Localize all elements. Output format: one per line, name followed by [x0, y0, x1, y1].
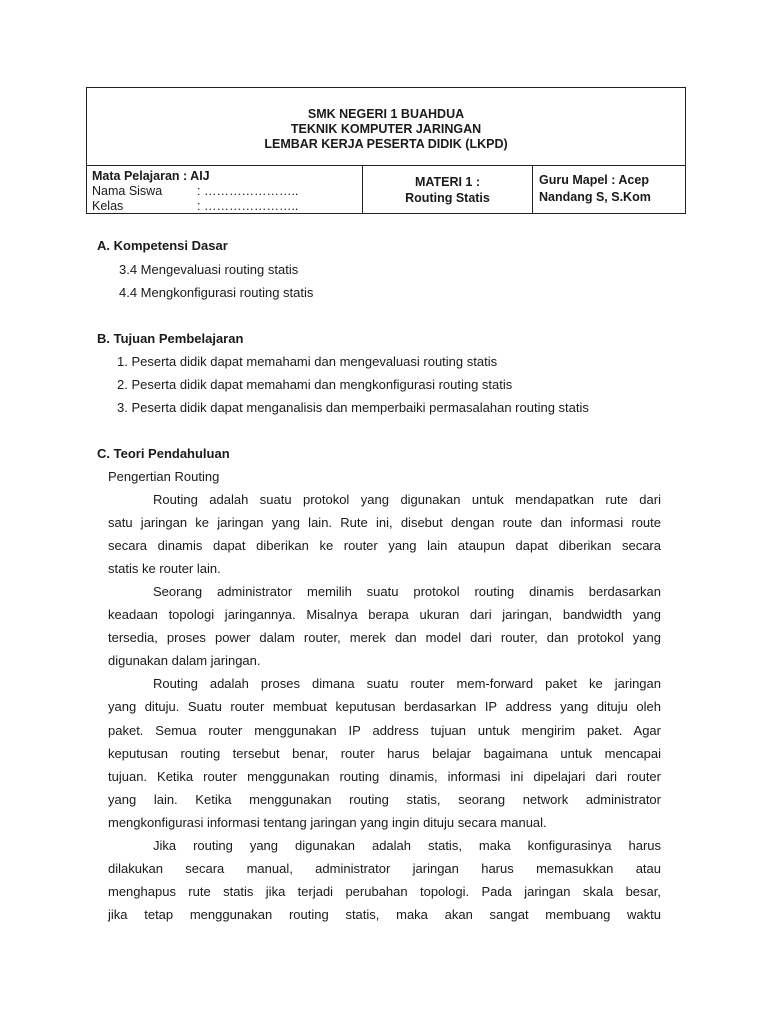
section-b-item: 2. Peserta didik dapat memahami dan mengkonfigurasi routing statis: [117, 377, 513, 392]
materi-number: MATERI 1 :: [414, 175, 481, 189]
paragraph-line: menghapus rute statis jika terjadi perubahan topologi. Pada jaringan skala besar,: [108, 884, 661, 899]
student-info-cell: [87, 166, 363, 213]
paragraph-line: secara dinamis dapat diberikan ke router yang lain ataupun dapat diberikan secara: [108, 538, 661, 553]
section-b-item: 1. Peserta didik dapat memahami dan mengevaluasi routing statis: [117, 354, 498, 369]
teacher-line-2: Nandang S, S.Kom: [539, 190, 651, 204]
subject-label: Mata Pelajaran : AIJ: [92, 169, 210, 183]
header-info-row: [87, 166, 685, 213]
paragraph-line: paket. Semua router menggunakan IP address tujuan untuk mengirim paket. Agar: [108, 723, 661, 738]
paragraph-line: mengkonfigurasi informasi tentang jaringan yang ingin dituju secara manual.: [108, 815, 547, 830]
materi-cell: [363, 166, 533, 213]
student-name-label: Nama Siswa: [92, 184, 163, 198]
class-row: [92, 199, 362, 214]
school-name: SMK NEGERI 1 BUAHDUA: [307, 107, 465, 121]
student-name-value: : …………………..: [197, 184, 299, 198]
program-name: TEKNIK KOMPUTER JARINGAN: [290, 122, 482, 136]
paragraph-line: keadaan topologi jaringannya. Misalnya berapa ukuran dari jaringan, bandwidth yang: [108, 607, 661, 622]
document-title: LEMBAR KERJA PESERTA DIDIK (LKPD): [264, 137, 508, 151]
paragraph-line: satu jaringan ke jaringan yang lain. Rute ini, disebut dengan route dan informasi route: [108, 515, 661, 530]
section-c-subtitle: Pengertian Routing: [108, 469, 220, 484]
paragraph-line: yang dituju. Suatu router membuat keputusan berdasarkan IP address yang dituju oleh: [108, 699, 661, 714]
paragraph-line: Routing adalah proses dimana suatu router mem-forward paket ke jaringan: [153, 676, 661, 691]
section-b-item: 3. Peserta didik dapat menganalisis dan memperbaiki permasalahan routing statis: [117, 400, 589, 415]
paragraph-line: statis ke router lain.: [108, 561, 221, 576]
header-title-cell: [87, 88, 685, 166]
class-value: : …………………..: [197, 199, 299, 213]
paragraph-line: tersedia, proses power dalam router, merek dan model dari router, dan protokol yang: [108, 630, 661, 645]
paragraph-line: Routing adalah suatu protokol yang digunakan untuk mendapatkan rute dari: [153, 492, 661, 507]
section-a-item: 4.4 Mengkonfigurasi routing statis: [119, 285, 314, 300]
paragraph-line: Seorang administrator memilih suatu protokol routing dinamis berdasarkan: [153, 584, 661, 599]
section-a-item: 3.4 Mengevaluasi routing statis: [119, 262, 299, 277]
class-label: Kelas: [92, 199, 124, 213]
paragraph-line: Jika routing yang digunakan adalah statis, maka konfigurasinya harus: [153, 838, 661, 853]
header-table: [86, 87, 686, 214]
paragraph-line: digunakan dalam jaringan.: [108, 653, 261, 668]
paragraph-line: dilakukan secara manual, administrator jaringan harus memasukkan atau: [108, 861, 661, 876]
section-a-title: A. Kompetensi Dasar: [97, 238, 228, 253]
section-c-title: C. Teori Pendahuluan: [97, 446, 230, 461]
materi-title: Routing Statis: [405, 191, 490, 205]
paragraph-line: keputusan routing tersebut benar, router harus belajar bagaimana untuk mencapai: [108, 746, 661, 761]
teacher-line-1: Guru Mapel : Acep: [539, 173, 649, 187]
teacher-cell: [533, 166, 685, 213]
paragraph-line: jika tetap menggunakan routing statis, maka akan sangat membuang waktu: [108, 907, 661, 922]
student-name-row: [92, 184, 362, 199]
section-b-title: B. Tujuan Pembelajaran: [97, 331, 244, 346]
paragraph-line: tujuan. Ketika router menggunakan routing dinamis, informasi ini dipelajari dari router: [108, 769, 661, 784]
paragraph-line: yang lain. Ketika menggunakan routing statis, seorang network administrator: [108, 792, 661, 807]
